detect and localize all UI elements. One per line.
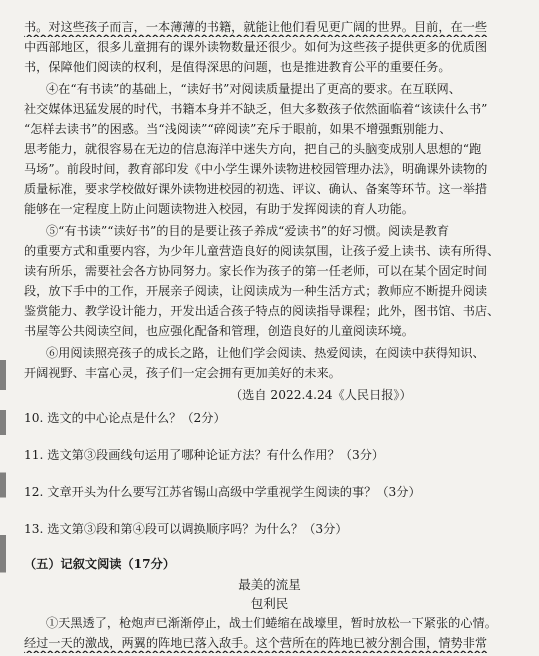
paragraph-5-line: 段，放下手中的工作，开展亲子阅读，让阅读成为一种生活方式；教师应不断提升阅读 xyxy=(24,284,488,298)
paragraph-5-line: 读有所乐，需要社会各方协同努力。家长作为孩子的第一任老师，可以在某个固定时间 xyxy=(24,264,488,278)
story-author: 包利民 xyxy=(250,596,289,611)
text-line: 书，保障他们阅读的权利，是值得深思的问题，也是推进教育公平的重要任务。 xyxy=(24,60,451,74)
paragraph-5-line: ⑤“有书读”“读好书”的目的是要让孩子养成“爱读书”的好习惯。阅读是教育 xyxy=(46,224,450,238)
paragraph-5-line: 的重要方式和重要内容，为少年儿童营造良好的阅读氛围，让孩子爱上读书、读有所得、 xyxy=(24,244,500,258)
question-12: 12. 文章开头为什么要写江苏省锡山高级中学重视学生阅读的事？（3分） xyxy=(24,485,421,499)
paragraph-5-line: 鉴赏能力、教学设计能力，开发出适合孩子特点的阅读指导课程；此外，图书馆、书店、 xyxy=(24,304,500,318)
paragraph-4-line: ④在“有书读”的基础上，“读好书”对阅读质量提出了更高的要求。在互联网、 xyxy=(46,82,461,96)
paragraph-4-line: 社交媒体迅猛发展的时代，书籍本身并不缺乏，但大多数孩子依然面临着“该读什么书” xyxy=(24,102,488,116)
source-citation: （选自 2022.4.24《人民日报》） xyxy=(230,388,412,402)
question-13: 13. 选文第③段和第④段可以调换顺序吗？为什么？（3分） xyxy=(24,522,348,536)
paragraph-6-line: 开阔视野、丰富心灵，孩子们一定会拥有更加美好的未来。 xyxy=(24,366,341,380)
story-line: ①天黑透了，枪炮声已渐渐停止，战士们蜷缩在战壕里，暂时放松一下紧张的心情。 xyxy=(46,616,497,630)
binding-edge-shadow xyxy=(0,360,6,610)
question-11: 11. 选文第③段画线句运用了哪种论证方法？有什么作用？（3分） xyxy=(24,448,385,462)
paragraph-4-line: “怎样去读书”的困惑。当“浅阅读”“碎阅读”充斥于眼前，如果不增强甄别能力、 xyxy=(24,122,452,136)
text-line: 书。对这些孩子而言，一本薄薄的书籍，就能让他们看见更广阔的世界。目前，在一些 xyxy=(24,20,488,34)
story-line: 经过一天的激战，两翼的阵地已落入敌手。这个营所在的阵地已被分割合围，情势非常 xyxy=(24,636,488,650)
paragraph-4-line: 马场”。前段时间，教育部印发《中小学生课外读物进校园管理办法》，明确课外读物的 xyxy=(24,162,488,176)
paragraph-5-line: 书屋等公共阅读空间，也应强化配备和管理，创造良好的儿童阅读环境。 xyxy=(24,324,414,338)
section-heading: （五）记叙文阅读（17分） xyxy=(24,557,176,571)
text-line: 中西部地区，很多儿童拥有的课外读物数量还很少。如何为这些孩子提供更多的优质图 xyxy=(24,40,488,54)
paragraph-4-line: 质量标准，要求学校做好课外读物进校园的初选、评议、确认、备案等环节。这一举措 xyxy=(24,182,488,196)
story-title: 最美的流星 xyxy=(238,577,301,592)
question-10: 10. 选文的中心论点是什么？（2分） xyxy=(24,411,226,425)
paragraph-6-line: ⑥用阅读照亮孩子的成长之路，让他们学会阅读、热爱阅读，在阅读中获得知识、 xyxy=(46,346,485,360)
paragraph-4-line: 思考能力，就很容易在无边的信息海洋中迷失方向，把自己的头脑变成别人思想的“跑 xyxy=(24,142,482,156)
paragraph-4-line: 能够在一定程度上防止问题读物进入校园，有助于发挥阅读的育人功能。 xyxy=(24,202,414,216)
